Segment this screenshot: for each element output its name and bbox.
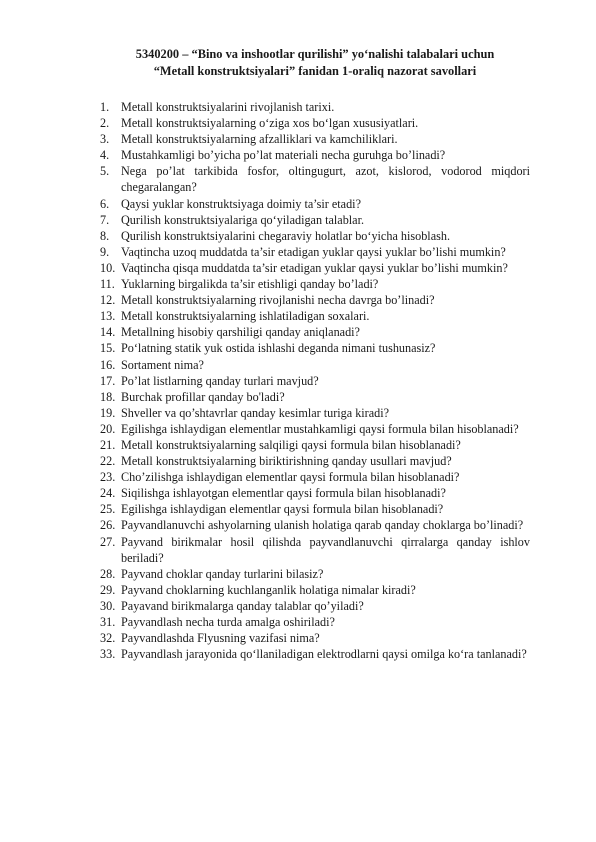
question-item — [100, 485, 530, 501]
question-number: 23. — [100, 470, 116, 485]
question-list — [100, 99, 530, 662]
question-item — [100, 534, 530, 566]
question-number: 24. — [100, 486, 116, 501]
question-number: 12. — [100, 293, 116, 308]
question-number: 3. — [100, 132, 110, 147]
question-item — [100, 453, 530, 469]
question-item — [100, 276, 530, 292]
question-item — [100, 614, 530, 630]
question-number: 27. — [100, 534, 116, 549]
question-text: Qaysi yuklar konstruktsiyaga doimiy ta’sir etadi? — [121, 196, 361, 211]
question-item — [100, 357, 530, 373]
header-title-line-2: “Metall konstruktsiyalari” fanidan 1-oraliq nazorat savollari — [153, 64, 477, 78]
question-item — [100, 405, 530, 421]
question-number: 29. — [100, 582, 116, 597]
question-item — [100, 292, 530, 308]
question-text: Payvandlashda Flyusning vazifasi nima? — [121, 631, 320, 646]
question-number: 4. — [100, 148, 110, 163]
question-item — [100, 115, 530, 131]
question-text: Metall konstruktsiyalarning afzalliklari va kamchiliklari. — [121, 132, 398, 147]
question-text: Metall konstruktsiyalarini rivojlanish tarixi. — [121, 100, 335, 114]
question-number: 15. — [100, 341, 116, 356]
question-text: Egilishga ishlaydigan elementlar qaysi formula bilan hisoblanadi? — [121, 502, 444, 517]
question-number: 2. — [100, 116, 110, 131]
question-text: Vaqtincha qisqa muddatda ta’sir etadigan yuklar qaysi yuklar bo’lishi mumkin? — [121, 260, 508, 275]
question-item — [100, 324, 530, 340]
question-text: Siqilishga ishlayotgan elementlar qaysi formula bilan hisoblanadi? — [121, 486, 446, 501]
question-number: 31. — [100, 615, 116, 629]
question-item — [100, 630, 530, 646]
question-text: Payvandlanuvchi ashyolarning ulanish holatiga qarab qanday choklarga bo’linadi? — [121, 518, 524, 533]
question-number: 19. — [100, 405, 116, 420]
question-number: 8. — [100, 228, 110, 243]
question-number: 28. — [100, 566, 116, 581]
question-text: Metall konstruktsiyalarning rivojlanishi necha davrga bo’linadi? — [121, 293, 435, 308]
question-number: 17. — [100, 373, 116, 388]
question-number: 32. — [100, 631, 116, 646]
question-number: 33. — [100, 647, 116, 662]
question-text: Metallning hisobiy qarshiligi qanday aniqlanadi? — [121, 325, 360, 340]
question-item — [100, 99, 530, 115]
question-text: Yuklarning birgalikda ta’sir etishligi qanday bo’ladi? — [121, 277, 379, 292]
question-item — [100, 196, 530, 212]
question-number: 20. — [100, 421, 116, 436]
question-number: 26. — [100, 518, 116, 533]
question-text: Payvand choklarning kuchlanganlik holatiga nimalar kiradi? — [121, 582, 416, 597]
question-number: 30. — [100, 598, 116, 613]
question-item — [100, 566, 530, 582]
question-number: 25. — [100, 502, 116, 517]
question-number: 14. — [100, 325, 116, 340]
question-text: Sortament nima? — [121, 357, 204, 372]
question-number: 10. — [100, 260, 116, 275]
question-text: Qurilish konstruktsiyalarini chegaraviy holatlar bo‘yicha hisoblash. — [121, 228, 450, 243]
question-number: 21. — [100, 437, 116, 452]
question-item — [100, 437, 530, 453]
question-item — [100, 582, 530, 598]
question-item — [100, 469, 530, 485]
question-number: 13. — [100, 309, 116, 324]
question-text: Payvand choklar qanday turlarini bilasiz? — [121, 566, 324, 581]
question-number: 11. — [100, 277, 115, 292]
question-item — [100, 212, 530, 228]
question-item — [100, 646, 530, 662]
question-text: Payavand birikmalarga qanday talablar qo’yiladi? — [121, 598, 364, 613]
question-text: Po’lat listlarning qanday turlari mavjud? — [121, 373, 319, 388]
question-item — [100, 517, 530, 533]
document-header — [100, 46, 530, 80]
question-number: 16. — [100, 357, 116, 372]
question-item — [100, 260, 530, 276]
header-title-line-1: 5340200 – “Bino va inshootlar qurilishi” yo‘nalishi talabalari uchun — [135, 47, 495, 61]
question-text: Mustahkamligi bo’yicha po’lat materiali necha guruhga bo’linadi? — [121, 148, 446, 163]
question-item — [100, 340, 530, 356]
question-item — [100, 598, 530, 614]
question-number: 6. — [100, 196, 110, 211]
question-item — [100, 421, 530, 437]
question-text: Payvandlash jarayonida qo‘llaniladigan elektrodlarni qaysi omilga ko‘ra tanlanadi? — [121, 647, 527, 662]
question-number: 9. — [100, 244, 110, 259]
question-number: 18. — [100, 389, 116, 404]
question-item — [100, 131, 530, 147]
question-text: Metall konstruktsiyalarning o‘ziga xos bo‘lgan xususiyatlari. — [121, 116, 419, 131]
question-text: Qurilish konstruktsiyalariga qo‘yiladigan talablar. — [121, 212, 365, 227]
question-text: Vaqtincha uzoq muddatda ta’sir etadigan yuklar qaysi yuklar bo’lishi mumkin? — [121, 244, 506, 259]
question-number: 7. — [100, 212, 110, 227]
question-text: Metall konstruktsiyalarning salqiligi qaysi formula bilan hisoblanadi? — [121, 437, 461, 452]
question-item — [100, 501, 530, 517]
question-text: Payvand birikmalar hosil qilishda payvandlanuvchi qirralarga qanday ishlov beriladi? — [121, 534, 530, 565]
question-number: 22. — [100, 454, 116, 469]
question-text: Cho’zilishga ishlaydigan elementlar qaysi formula bilan hisoblanadi? — [121, 470, 460, 485]
question-item — [100, 228, 530, 244]
question-text: Egilishga ishlaydigan elementlar mustahkamligi qaysi formula bilan hisoblanadi? — [121, 421, 519, 436]
question-text: Nega po’lat tarkibida fosfor, oltingugurt, azot, kislorod, vodorod miqdori chegaralangan? — [121, 164, 530, 195]
question-text: Burchak profillar qanday bo'ladi? — [121, 389, 285, 404]
question-item — [100, 244, 530, 260]
question-text: Shveller va qo’shtavrlar qanday kesimlar turiga kiradi? — [121, 405, 390, 420]
question-number: 1. — [100, 100, 110, 114]
question-text: Metall konstruktsiyalarning biriktirishning qanday usullari mavjud? — [121, 454, 452, 469]
question-text: Payvandlash necha turda amalga oshiriladi? — [121, 615, 335, 629]
question-number: 5. — [100, 164, 110, 179]
question-item — [100, 389, 530, 405]
question-item — [100, 308, 530, 324]
question-text: Po‘latning statik yuk ostida ishlashi deganda nimani tushunasiz? — [121, 341, 436, 356]
question-text: Metall konstruktsiyalarning ishlatiladigan soxalari. — [121, 309, 370, 324]
question-item — [100, 163, 530, 195]
question-item — [100, 147, 530, 163]
question-item — [100, 373, 530, 389]
